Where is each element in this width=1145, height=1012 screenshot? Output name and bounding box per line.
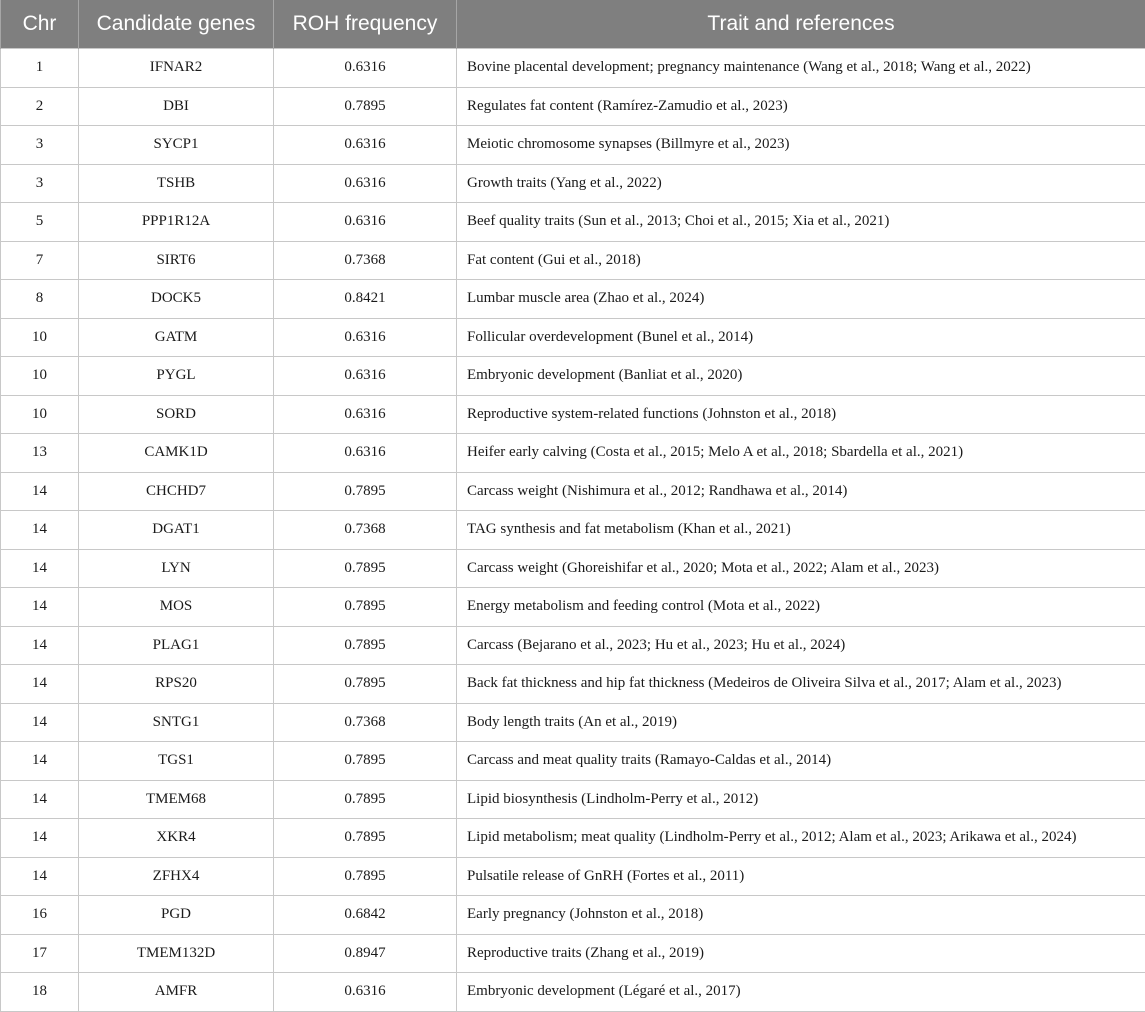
table-row bbox=[1, 511, 1145, 550]
trait-cell: Bovine placental development; pregnancy maintenance (Wang et al., 2018; Wang et al., 2022) bbox=[457, 49, 1145, 88]
table-row bbox=[1, 588, 1145, 627]
gene-cell: MOS bbox=[79, 588, 274, 627]
trait-cell: Carcass (Bejarano et al., 2023; Hu et al., 2023; Hu et al., 2024) bbox=[457, 626, 1145, 665]
roh-frequency-cell: 0.6316 bbox=[274, 357, 457, 396]
gene-cell: CHCHD7 bbox=[79, 472, 274, 511]
roh-frequency-cell: 0.6842 bbox=[274, 896, 457, 935]
roh-frequency-cell: 0.7895 bbox=[274, 588, 457, 627]
gene-cell: RPS20 bbox=[79, 665, 274, 704]
gene-cell: AMFR bbox=[79, 973, 274, 1012]
gene-cell: SIRT6 bbox=[79, 241, 274, 280]
roh-frequency-cell: 0.8421 bbox=[274, 280, 457, 319]
gene-cell: IFNAR2 bbox=[79, 49, 274, 88]
trait-cell: Fat content (Gui et al., 2018) bbox=[457, 241, 1145, 280]
gene-cell: SYCP1 bbox=[79, 126, 274, 165]
table-row bbox=[1, 395, 1145, 434]
header-candidate-genes: Candidate genes bbox=[79, 0, 274, 49]
trait-cell: Carcass weight (Ghoreishifar et al., 2020; Mota et al., 2022; Alam et al., 2023) bbox=[457, 549, 1145, 588]
roh-frequency-cell: 0.7895 bbox=[274, 819, 457, 858]
roh-frequency-cell: 0.7895 bbox=[274, 780, 457, 819]
gene-cell: PLAG1 bbox=[79, 626, 274, 665]
table-body bbox=[1, 49, 1145, 1012]
chr-cell: 18 bbox=[1, 973, 79, 1012]
gene-cell: PGD bbox=[79, 896, 274, 935]
roh-frequency-cell: 0.7895 bbox=[274, 857, 457, 896]
table-row bbox=[1, 896, 1145, 935]
chr-cell: 16 bbox=[1, 896, 79, 935]
chr-cell: 8 bbox=[1, 280, 79, 319]
table-row bbox=[1, 87, 1145, 126]
trait-cell: Embryonic development (Banliat et al., 2020) bbox=[457, 357, 1145, 396]
roh-frequency-cell: 0.7368 bbox=[274, 703, 457, 742]
roh-frequency-cell: 0.7895 bbox=[274, 472, 457, 511]
gene-cell: TMEM68 bbox=[79, 780, 274, 819]
chr-cell: 14 bbox=[1, 511, 79, 550]
roh-frequency-cell: 0.6316 bbox=[274, 434, 457, 473]
table-row bbox=[1, 973, 1145, 1012]
trait-cell: Early pregnancy (Johnston et al., 2018) bbox=[457, 896, 1145, 935]
roh-frequency-cell: 0.6316 bbox=[274, 395, 457, 434]
chr-cell: 14 bbox=[1, 780, 79, 819]
roh-frequency-cell: 0.6316 bbox=[274, 126, 457, 165]
table-row bbox=[1, 857, 1145, 896]
roh-frequency-cell: 0.6316 bbox=[274, 164, 457, 203]
chr-cell: 3 bbox=[1, 126, 79, 165]
gene-cell: TMEM132D bbox=[79, 934, 274, 973]
chr-cell: 17 bbox=[1, 934, 79, 973]
chr-cell: 14 bbox=[1, 549, 79, 588]
trait-cell: Meiotic chromosome synapses (Billmyre et al., 2023) bbox=[457, 126, 1145, 165]
table-row bbox=[1, 164, 1145, 203]
roh-frequency-cell: 0.7368 bbox=[274, 511, 457, 550]
trait-cell: Beef quality traits (Sun et al., 2013; Choi et al., 2015; Xia et al., 2021) bbox=[457, 203, 1145, 242]
roh-frequency-cell: 0.6316 bbox=[274, 318, 457, 357]
chr-cell: 10 bbox=[1, 395, 79, 434]
gene-cell: LYN bbox=[79, 549, 274, 588]
gene-cell: CAMK1D bbox=[79, 434, 274, 473]
chr-cell: 14 bbox=[1, 819, 79, 858]
trait-cell: Reproductive system-related functions (Johnston et al., 2018) bbox=[457, 395, 1145, 434]
table-row bbox=[1, 626, 1145, 665]
trait-cell: Pulsatile release of GnRH (Fortes et al., 2011) bbox=[457, 857, 1145, 896]
gene-cell: DBI bbox=[79, 87, 274, 126]
chr-cell: 14 bbox=[1, 857, 79, 896]
trait-cell: Growth traits (Yang et al., 2022) bbox=[457, 164, 1145, 203]
roh-frequency-cell: 0.7368 bbox=[274, 241, 457, 280]
gene-cell: SORD bbox=[79, 395, 274, 434]
table-row bbox=[1, 934, 1145, 973]
table-row bbox=[1, 434, 1145, 473]
chr-cell: 10 bbox=[1, 318, 79, 357]
gene-cell: SNTG1 bbox=[79, 703, 274, 742]
header-row bbox=[1, 0, 1145, 49]
header-roh-frequency: ROH frequency bbox=[274, 0, 457, 49]
roh-frequency-cell: 0.7895 bbox=[274, 626, 457, 665]
gene-cell: PYGL bbox=[79, 357, 274, 396]
table-row bbox=[1, 665, 1145, 704]
table-row bbox=[1, 318, 1145, 357]
trait-cell: Lumbar muscle area (Zhao et al., 2024) bbox=[457, 280, 1145, 319]
roh-frequency-cell: 0.7895 bbox=[274, 549, 457, 588]
table-row bbox=[1, 703, 1145, 742]
gene-cell: TSHB bbox=[79, 164, 274, 203]
trait-cell: Reproductive traits (Zhang et al., 2019) bbox=[457, 934, 1145, 973]
header-chr: Chr bbox=[1, 0, 79, 49]
gene-cell: TGS1 bbox=[79, 742, 274, 781]
roh-frequency-cell: 0.8947 bbox=[274, 934, 457, 973]
table-row bbox=[1, 472, 1145, 511]
table-row bbox=[1, 280, 1145, 319]
chr-cell: 14 bbox=[1, 626, 79, 665]
trait-cell: Energy metabolism and feeding control (Mota et al., 2022) bbox=[457, 588, 1145, 627]
gene-cell: PPP1R12A bbox=[79, 203, 274, 242]
table-row bbox=[1, 126, 1145, 165]
gene-cell: ZFHX4 bbox=[79, 857, 274, 896]
table-row bbox=[1, 357, 1145, 396]
chr-cell: 13 bbox=[1, 434, 79, 473]
trait-cell: Body length traits (An et al., 2019) bbox=[457, 703, 1145, 742]
header-trait-references: Trait and references bbox=[457, 0, 1145, 49]
trait-cell: Regulates fat content (Ramírez-Zamudio et al., 2023) bbox=[457, 87, 1145, 126]
chr-cell: 14 bbox=[1, 742, 79, 781]
table-row bbox=[1, 742, 1145, 781]
trait-cell: Carcass weight (Nishimura et al., 2012; Randhawa et al., 2014) bbox=[457, 472, 1145, 511]
chr-cell: 14 bbox=[1, 588, 79, 627]
chr-cell: 3 bbox=[1, 164, 79, 203]
chr-cell: 2 bbox=[1, 87, 79, 126]
table-header bbox=[1, 0, 1145, 49]
chr-cell: 14 bbox=[1, 665, 79, 704]
trait-cell: Lipid biosynthesis (Lindholm-Perry et al., 2012) bbox=[457, 780, 1145, 819]
trait-cell: Carcass and meat quality traits (Ramayo-Caldas et al., 2014) bbox=[457, 742, 1145, 781]
roh-frequency-cell: 0.6316 bbox=[274, 203, 457, 242]
chr-cell: 5 bbox=[1, 203, 79, 242]
gene-cell: GATM bbox=[79, 318, 274, 357]
roh-frequency-cell: 0.7895 bbox=[274, 87, 457, 126]
chr-cell: 14 bbox=[1, 703, 79, 742]
trait-cell: Back fat thickness and hip fat thickness (Medeiros de Oliveira Silva et al., 2017; Alam et al., 2023) bbox=[457, 665, 1145, 704]
roh-frequency-cell: 0.6316 bbox=[274, 973, 457, 1012]
trait-cell: Heifer early calving (Costa et al., 2015; Melo A et al., 2018; Sbardella et al., 2021) bbox=[457, 434, 1145, 473]
roh-frequency-cell: 0.6316 bbox=[274, 49, 457, 88]
roh-frequency-cell: 0.7895 bbox=[274, 665, 457, 704]
table-row bbox=[1, 49, 1145, 88]
roh-frequency-cell: 0.7895 bbox=[274, 742, 457, 781]
gene-cell: XKR4 bbox=[79, 819, 274, 858]
chr-cell: 1 bbox=[1, 49, 79, 88]
trait-cell: TAG synthesis and fat metabolism (Khan et al., 2021) bbox=[457, 511, 1145, 550]
chr-cell: 10 bbox=[1, 357, 79, 396]
trait-cell: Follicular overdevelopment (Bunel et al., 2014) bbox=[457, 318, 1145, 357]
chr-cell: 7 bbox=[1, 241, 79, 280]
chr-cell: 14 bbox=[1, 472, 79, 511]
gene-cell: DOCK5 bbox=[79, 280, 274, 319]
table-row bbox=[1, 780, 1145, 819]
gene-cell: DGAT1 bbox=[79, 511, 274, 550]
table-row bbox=[1, 549, 1145, 588]
table-row bbox=[1, 819, 1145, 858]
trait-cell: Embryonic development (Légaré et al., 2017) bbox=[457, 973, 1145, 1012]
table-row bbox=[1, 203, 1145, 242]
trait-cell: Lipid metabolism; meat quality (Lindholm-Perry et al., 2012; Alam et al., 2023; Arikawa et al., 2024) bbox=[457, 819, 1145, 858]
table-row bbox=[1, 241, 1145, 280]
